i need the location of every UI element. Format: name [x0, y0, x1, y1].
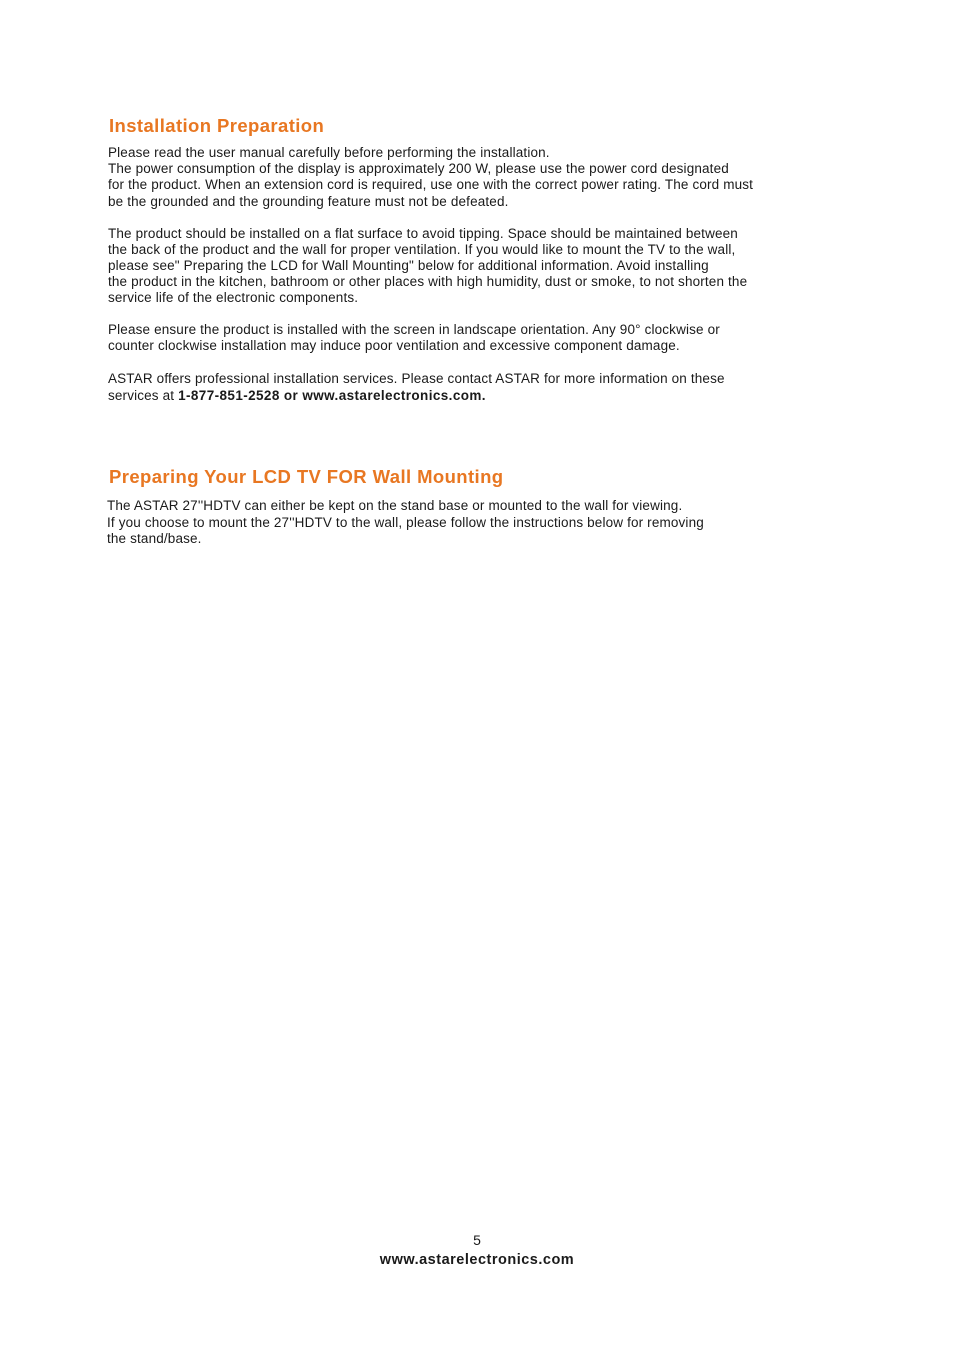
wall-mounting-line-2: If you choose to mount the 27''HDTV to the wall, please follow the instructions below for removing — [107, 515, 704, 530]
installation-p1-line-2: The power consumption of the display is approximately 200 W, please use the power cord designated — [108, 161, 729, 176]
footer-website: www.astarelectronics.com — [379, 1252, 575, 1268]
services-at-label: services at — [108, 388, 179, 403]
installation-p2-line-4: the product in the kitchen, bathroom or other places with high humidity, dust or smoke, to not shorten the — [108, 274, 748, 289]
page-number: 5 — [473, 1232, 481, 1248]
installation-p2-line-1: The product should be installed on a flat surface to avoid tipping. Space should be maintained between — [108, 226, 738, 241]
wall-mounting-line-3: the stand/base. — [107, 531, 202, 546]
installation-p2-line-2: the back of the product and the wall for proper ventilation. If you would like to mount the TV to the wall, — [108, 242, 736, 257]
installation-p4-line-1: ASTAR offers professional installation services. Please contact ASTAR for more information on these — [108, 371, 725, 386]
wall-mounting-heading: Preparing Your LCD TV FOR Wall Mounting — [109, 466, 504, 487]
installation-p1-line-3: for the product. When an extension cord is required, use one with the correct power rating. The cord must — [108, 177, 754, 192]
wall-mounting-line-1: The ASTAR 27''HDTV can either be kept on the stand base or mounted to the wall for viewing. — [107, 498, 683, 513]
installation-heading: Installation Preparation — [109, 115, 325, 136]
installation-p3-line-2: counter clockwise installation may induce poor ventilation and excessive component damage. — [108, 338, 680, 353]
contact-phone-website: 1-877-851-2528 or www.astarelectronics.com. — [178, 388, 486, 403]
installation-p4-line-2 — [108, 388, 486, 404]
installation-p2-line-3: please see" Preparing the LCD for Wall Mounting" below for additional information. Avoid installing — [108, 258, 709, 273]
installation-p2-line-5: service life of the electronic components. — [108, 290, 359, 305]
installation-p3-line-1: Please ensure the product is installed with the screen in landscape orientation. Any 90° clockwise or — [108, 322, 720, 337]
installation-p1-line-1: Please read the user manual carefully before performing the installation. — [108, 145, 550, 160]
installation-p1-line-4: be the grounded and the grounding feature must not be defeated. — [108, 194, 509, 209]
